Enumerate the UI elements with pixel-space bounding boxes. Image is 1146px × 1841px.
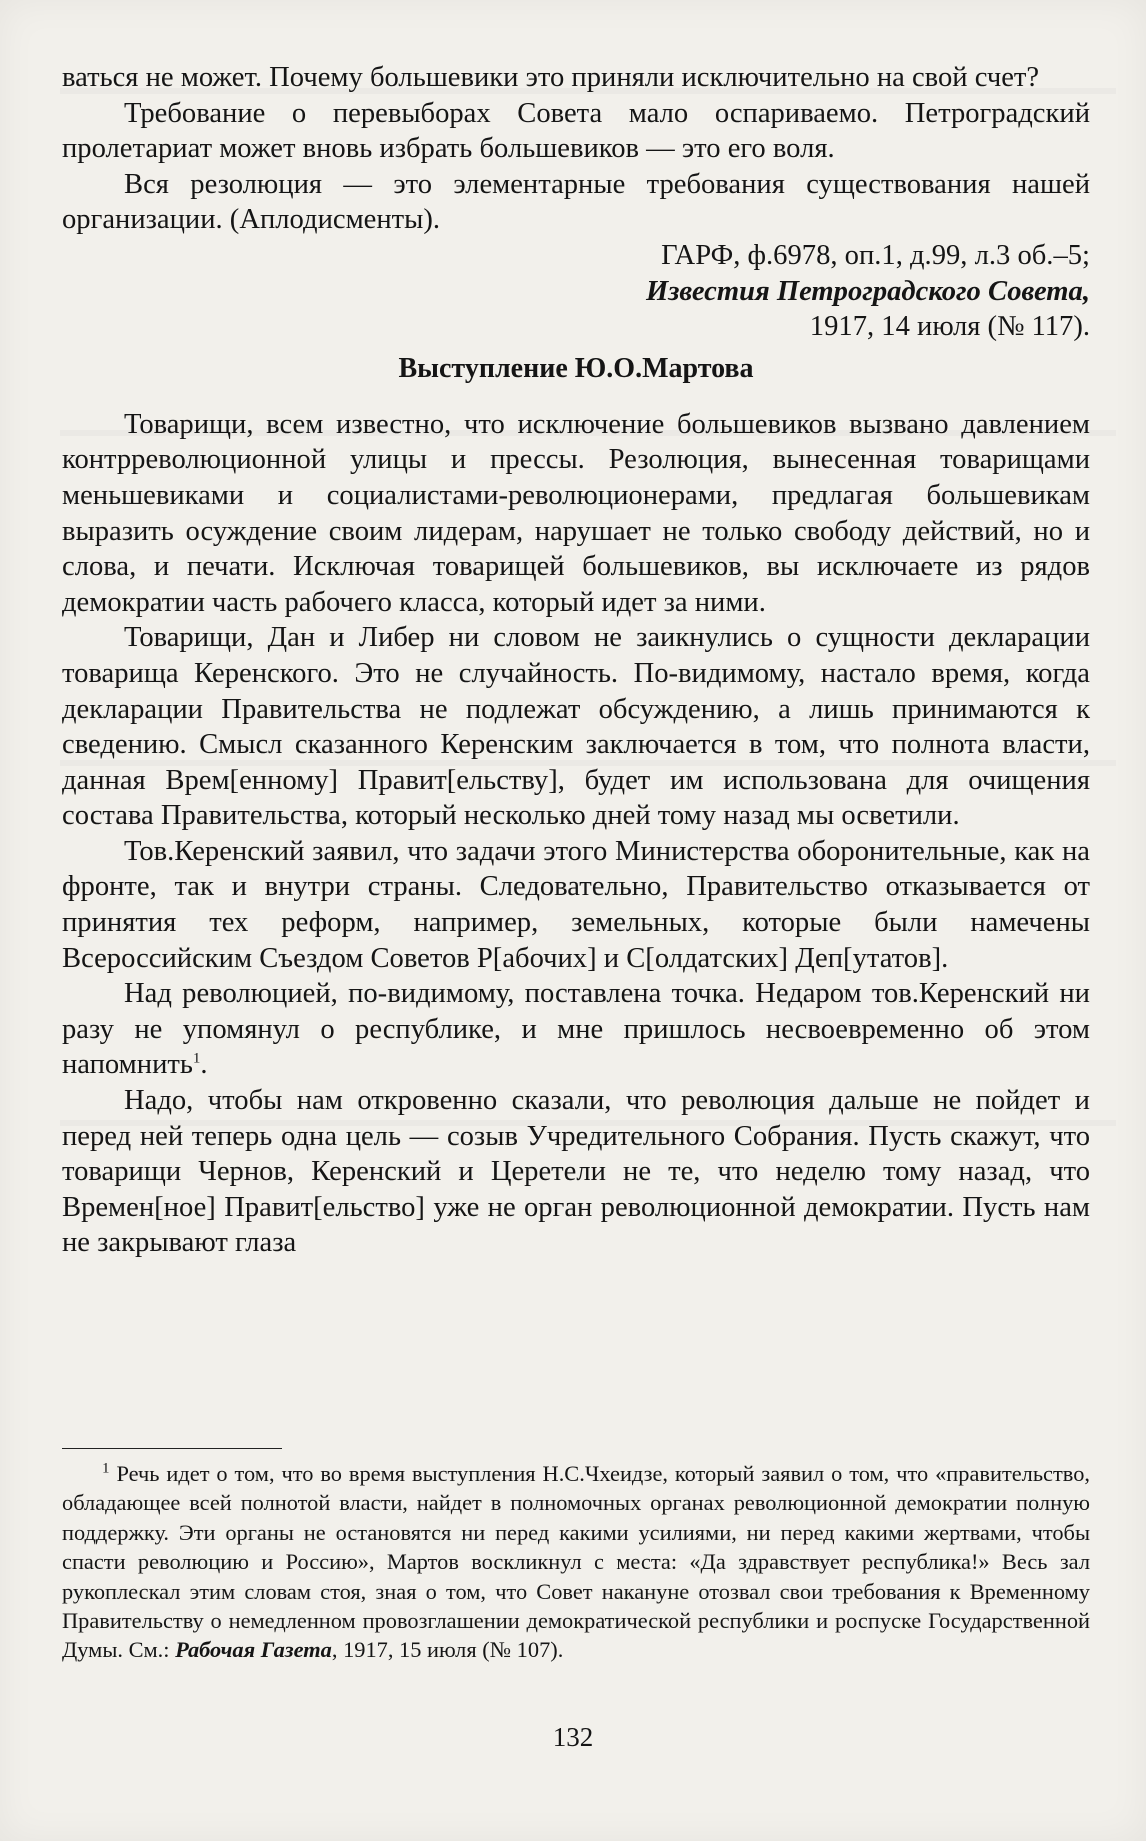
footnote-source-details: , 1917, 15 июля (№ 107). bbox=[331, 1637, 564, 1663]
newspaper-reference bbox=[62, 274, 1090, 310]
archive-reference: ГАРФ, ф.6978, оп.1, д.99, л.3 об.–5; bbox=[661, 239, 1090, 271]
paragraph-with-footnote: Над революцией, по-видимому, поставлена точка. Недаром тов.Керенский ни разу не упомянул о республике, и мне пришлось несвоевременно об этом напомнить$^1$. bbox=[62, 978, 1090, 1081]
section-heading: Выступление Ю.О.Мартова bbox=[398, 352, 754, 384]
paragraph: Надо, чтобы нам откровенно сказали, что революция дальше не пойдет и перед ней теперь одна цель — созыв Учредительного Собрания. Пусть скажут, что товарищи Чернов, Керенский и Церетели не те, что неделю тому назад, что Времен[ное] Правит[ельство] уже не орган революционной демократии. Пусть нам не закрывают глаза bbox=[62, 1085, 1090, 1259]
paragraph: Товарищи, всем известно, что исключение большевиков вызвано давлением контрреволюционной улицы и прессы. Резолюция, вынесенная товарищами меньшевиками и социалистами-революционерами, предлагая большевикам выразить осуждение своим лидерам, нарушает не только свободу действий, но и слова, и печати. Исключая товарищей большевиков, вы исключаете из рядов демократии часть рабочего класса, который идет за ними. bbox=[62, 408, 1090, 618]
newspaper-title: Известия Петроградского Совета, bbox=[646, 275, 1090, 307]
paragraph-continuation: ваться не может. Почему большевики это приняли исключительно на свой счет? bbox=[62, 62, 1040, 93]
footnote-number: 1 bbox=[102, 1460, 110, 1477]
newspaper-date: 1917, 14 июля (№ 117). bbox=[809, 311, 1090, 343]
paragraph: Товарищи, Дан и Либер ни словом не заикнулись о сущности декларации товарища Керенского. Это не случайность. По-видимому, настало время, когда декларации Правительства не подлежат обсуждению, а лишь принимаются к сведению. Смысл сказанного Керенским заключается в том, что полнота власти, данная Врем[енному] Правит[ельству], будет им использована для очищения состава Правительства, который несколько дней тому назад мы осветили. bbox=[62, 622, 1090, 832]
footnote-divider bbox=[62, 1448, 282, 1449]
paragraph-text: Над революцией, по-видимому, поставлена точка. Недаром тов.Керенский ни разу не упомянул о республике, и мне пришлось несвоевременно об этом напомнить bbox=[62, 978, 1090, 1081]
paragraph: Тов.Керенский заявил, что задачи этого Министерства оборонительные, как на фронте, так и внутри страны. Следовательно, Правительство отказывается от принятия тех реформ, например, земельных, которые были намечены Всероссийским Съездом Советов Р[абочих] и С[олдатских] Деп[утатов]. bbox=[62, 835, 1090, 974]
footnote-source-title: Рабочая Газета bbox=[175, 1637, 332, 1663]
paragraph: Вся резолюция — это элементарные требования существования нашей организации. (Аплодисменты). bbox=[62, 168, 1090, 236]
page-number: 132 bbox=[552, 1722, 594, 1752]
paragraph: Требование о перевыборах Совета мало оспариваемо. Петроградский пролетариат может вновь избрать большевиков — это его воля. bbox=[62, 97, 1090, 165]
footnote bbox=[62, 1459, 1090, 1665]
footnote-text: Речь идет о том, что во время выступления Н.С.Чхеидзе, который заявил о том, что «правительство, обладающее всей полнотой власти, найдет в полномочных органах революционной демократии полную поддержку. Эти органы не остановятся ни перед какими усилиями, ни перед какими жертвами, чтобы спасти революцию и Россию», Мартов воскликнул с места: «Да здравствует республика!» Весь зал рукоплескал этим словам стоя, зная о том, что Совет накануне отозвал свои требования к Временному Правительству о немедленном провозглашении демократической республики и роспуске Государственной Думы. См.: bbox=[62, 1461, 1090, 1663]
footnote-reference[interactable]: 1 bbox=[192, 1050, 201, 1067]
main-text bbox=[62, 60, 1090, 1261]
